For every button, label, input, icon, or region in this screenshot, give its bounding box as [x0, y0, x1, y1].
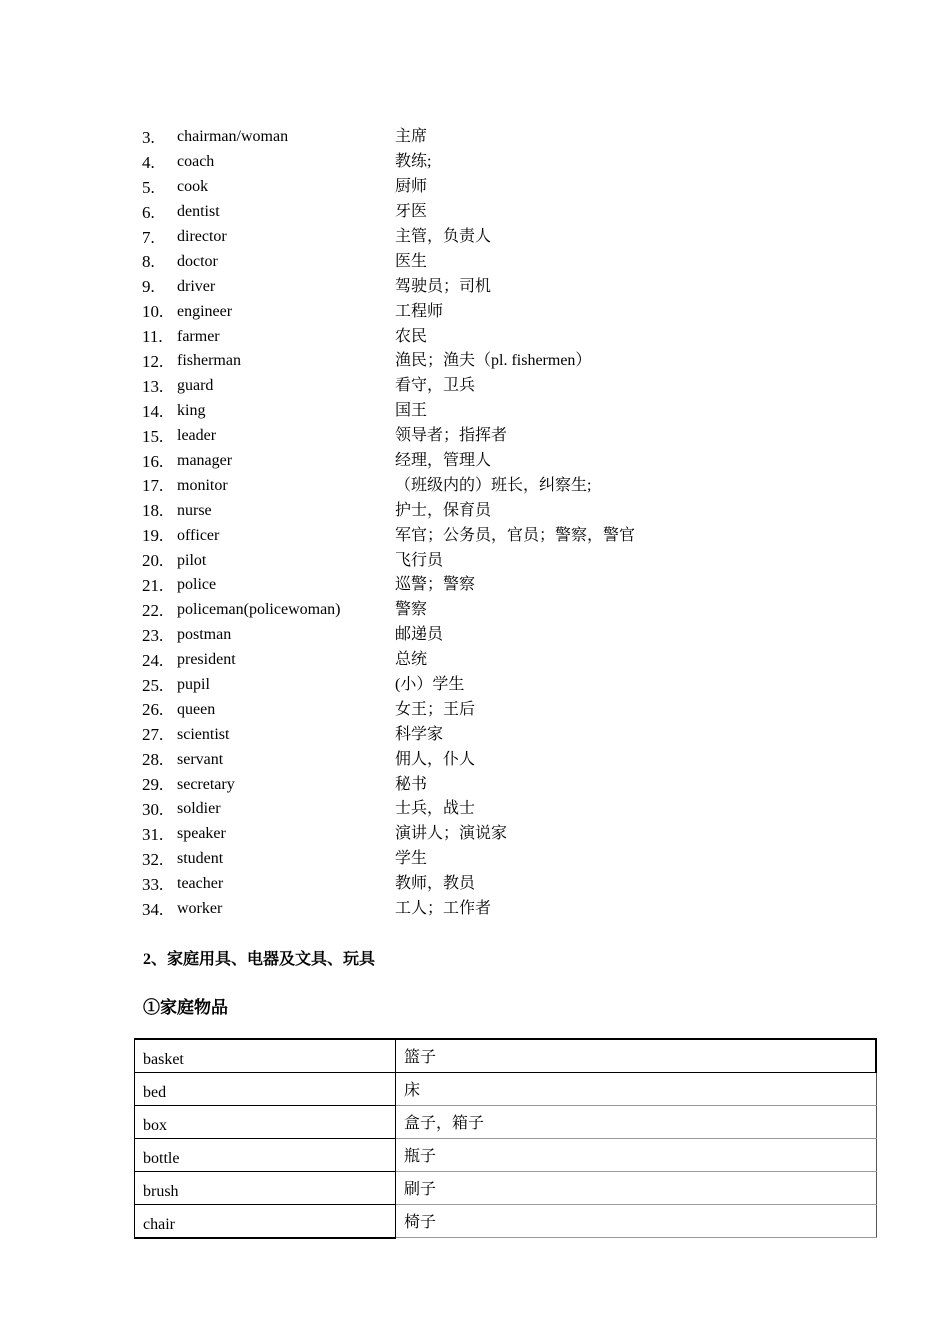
table-row	[135, 1073, 877, 1106]
vocab-row	[142, 523, 762, 548]
vocab-number: 14.	[142, 401, 164, 421]
vocab-row	[142, 374, 762, 399]
vocab-word: queen	[177, 700, 216, 718]
vocab-row	[142, 249, 762, 274]
item-word-cell: basket	[135, 1039, 396, 1073]
vocab-word: president	[177, 651, 236, 669]
vocab-row	[142, 573, 762, 598]
vocab-number: 33.	[142, 874, 164, 894]
vocab-row	[142, 175, 762, 200]
vocab-meaning: 护士，保育员	[395, 501, 492, 519]
item-meaning-cell: 床	[396, 1073, 877, 1106]
vocab-word: dentist	[177, 203, 220, 221]
vocab-word: engineer	[177, 302, 233, 320]
vocab-row	[142, 772, 762, 797]
vocab-word: soldier	[177, 800, 221, 818]
vocab-number: 4.	[142, 152, 155, 172]
vocab-meaning: 渔民；渔夫（pl. fishermen）	[395, 352, 592, 370]
vocab-meaning: 总统	[395, 651, 428, 669]
vocab-meaning: 领导者；指挥者	[395, 427, 508, 445]
vocab-meaning: 看守，卫兵	[395, 377, 476, 395]
vocab-word: fisherman	[177, 352, 241, 370]
vocab-number: 31.	[142, 824, 164, 844]
vocab-word: king	[177, 402, 206, 420]
vocab-word: pilot	[177, 551, 207, 569]
item-word-cell: bed	[135, 1073, 396, 1106]
vocab-meaning: 教师，教员	[395, 875, 476, 893]
vocab-word: speaker	[177, 825, 226, 843]
table-row	[135, 1172, 877, 1205]
vocab-meaning: 佣人，仆人	[395, 750, 476, 768]
vocab-meaning: （班级内的）班长，纠察生;	[395, 476, 592, 494]
vocab-word: director	[177, 228, 227, 245]
vocab-row	[142, 200, 762, 225]
vocab-list	[142, 125, 762, 922]
vocab-row	[142, 150, 762, 175]
vocab-number: 29.	[142, 775, 164, 795]
item-word-cell: brush	[135, 1172, 396, 1205]
item-meaning-cell: 椅子	[396, 1205, 877, 1238]
vocab-row	[142, 648, 762, 673]
section-heading: 2、家庭用具、电器及文具、玩具	[143, 951, 376, 968]
vocab-number: 34.	[142, 899, 164, 919]
vocab-row	[142, 125, 762, 150]
vocab-word: student	[177, 850, 224, 868]
vocab-meaning: 经理，管理人	[395, 452, 492, 470]
table-row	[135, 1039, 877, 1073]
vocab-number: 28.	[142, 750, 164, 770]
vocab-number: 9.	[142, 277, 155, 297]
vocab-word: police	[177, 576, 217, 594]
vocab-word: servant	[177, 750, 224, 768]
vocab-meaning: 学生	[395, 850, 428, 868]
vocab-meaning: 工人；工作者	[395, 900, 492, 918]
table-row	[135, 1205, 877, 1238]
vocab-row	[142, 225, 762, 250]
vocab-number: 3.	[142, 127, 155, 147]
vocab-word: farmer	[177, 327, 220, 345]
vocab-row	[142, 797, 762, 822]
vocab-row	[142, 822, 762, 847]
vocab-meaning: 主席	[395, 128, 428, 146]
vocab-meaning: 教练;	[395, 153, 432, 171]
vocab-word: officer	[177, 526, 220, 544]
vocab-number: 13.	[142, 376, 164, 396]
vocab-row	[142, 673, 762, 698]
vocab-number: 12.	[142, 351, 164, 371]
vocab-row	[142, 449, 762, 474]
vocab-number: 22.	[142, 600, 164, 620]
vocab-number: 11.	[142, 327, 163, 347]
vocab-word: doctor	[177, 252, 218, 270]
vocab-meaning: 女王；王后	[395, 700, 476, 718]
vocab-meaning: 农民	[395, 327, 428, 345]
item-meaning-cell: 瓶子	[396, 1139, 877, 1172]
vocab-word: cook	[177, 178, 209, 196]
vocab-meaning: 邮递员	[395, 626, 444, 644]
vocab-number: 21.	[142, 575, 164, 595]
vocab-meaning: 厨师	[395, 178, 428, 196]
vocab-meaning: 巡警；警察	[395, 576, 476, 594]
vocab-number: 18.	[142, 501, 164, 521]
vocab-meaning: 主管，负责人	[395, 228, 492, 245]
vocab-meaning: 士兵，战士	[395, 800, 476, 818]
vocab-meaning: 工程师	[395, 302, 444, 320]
vocab-number: 30.	[142, 799, 164, 819]
vocab-row	[142, 697, 762, 722]
household-items-table	[134, 1038, 877, 1239]
vocab-word: guard	[177, 377, 214, 395]
vocab-row	[142, 722, 762, 747]
vocab-word: driver	[177, 277, 216, 295]
item-word-cell: box	[135, 1106, 396, 1139]
vocab-number: 8.	[142, 252, 155, 272]
vocab-meaning: 秘书	[395, 775, 428, 793]
vocab-meaning: 科学家	[395, 725, 444, 743]
vocab-number: 26.	[142, 700, 164, 720]
item-meaning-cell: 篮子	[396, 1039, 877, 1073]
vocab-word: policeman(policewoman)	[177, 601, 341, 619]
vocab-word: manager	[177, 452, 233, 470]
vocab-row	[142, 872, 762, 897]
vocab-word: coach	[177, 153, 215, 171]
vocab-row	[142, 747, 762, 772]
vocab-number: 25.	[142, 675, 164, 695]
vocab-meaning: 驾驶员；司机	[395, 277, 492, 295]
vocab-word: postman	[177, 626, 232, 644]
vocab-number: 24.	[142, 650, 164, 670]
vocab-number: 23.	[142, 625, 164, 645]
vocab-meaning: (小）学生	[395, 676, 465, 694]
vocab-meaning: 牙医	[395, 203, 428, 221]
vocab-number: 5.	[142, 177, 155, 197]
vocab-row	[142, 897, 762, 922]
vocab-number: 20.	[142, 551, 164, 571]
vocab-row	[142, 299, 762, 324]
item-word-cell: chair	[135, 1205, 396, 1238]
vocab-row	[142, 498, 762, 523]
vocab-word: teacher	[177, 875, 224, 893]
vocab-meaning: 军官；公务员，官员；警察，警官	[395, 526, 636, 544]
vocab-word: secretary	[177, 775, 235, 793]
vocab-row	[142, 424, 762, 449]
vocab-row	[142, 324, 762, 349]
vocab-number: 6.	[142, 202, 155, 222]
vocab-number: 7.	[142, 227, 155, 247]
vocab-row	[142, 548, 762, 573]
item-word-cell: bottle	[135, 1139, 396, 1172]
table-row	[135, 1139, 877, 1172]
item-meaning-cell: 盒子，箱子	[396, 1106, 877, 1139]
vocab-meaning: 国王	[395, 402, 428, 420]
table-row	[135, 1106, 877, 1139]
vocab-row	[142, 847, 762, 872]
vocab-meaning: 医生	[395, 252, 428, 270]
vocab-number: 10.	[142, 302, 164, 322]
vocab-meaning: 演讲人；演说家	[395, 825, 508, 843]
vocab-row	[142, 598, 762, 623]
sub-heading: ①家庭物品	[143, 998, 228, 1017]
vocab-row	[142, 399, 762, 424]
vocab-number: 16.	[142, 451, 164, 471]
vocab-word: nurse	[177, 501, 212, 519]
vocab-row	[142, 349, 762, 374]
vocab-row	[142, 274, 762, 299]
vocab-word: worker	[177, 900, 223, 918]
vocab-word: pupil	[177, 676, 210, 694]
item-meaning-cell: 刷子	[396, 1172, 877, 1205]
vocab-number: 27.	[142, 725, 164, 745]
vocab-number: 17.	[142, 476, 164, 496]
vocab-word: leader	[177, 427, 217, 445]
vocab-number: 32.	[142, 849, 164, 869]
vocab-row	[142, 473, 762, 498]
vocab-number: 19.	[142, 526, 164, 546]
vocab-meaning: 飞行员	[395, 551, 444, 569]
vocab-meaning: 警察	[395, 601, 428, 619]
vocab-row	[142, 623, 762, 648]
vocab-number: 15.	[142, 426, 164, 446]
vocab-word: chairman/woman	[177, 128, 289, 146]
vocab-word: scientist	[177, 725, 230, 743]
household-items-body	[135, 1039, 877, 1238]
vocab-word: monitor	[177, 476, 228, 494]
